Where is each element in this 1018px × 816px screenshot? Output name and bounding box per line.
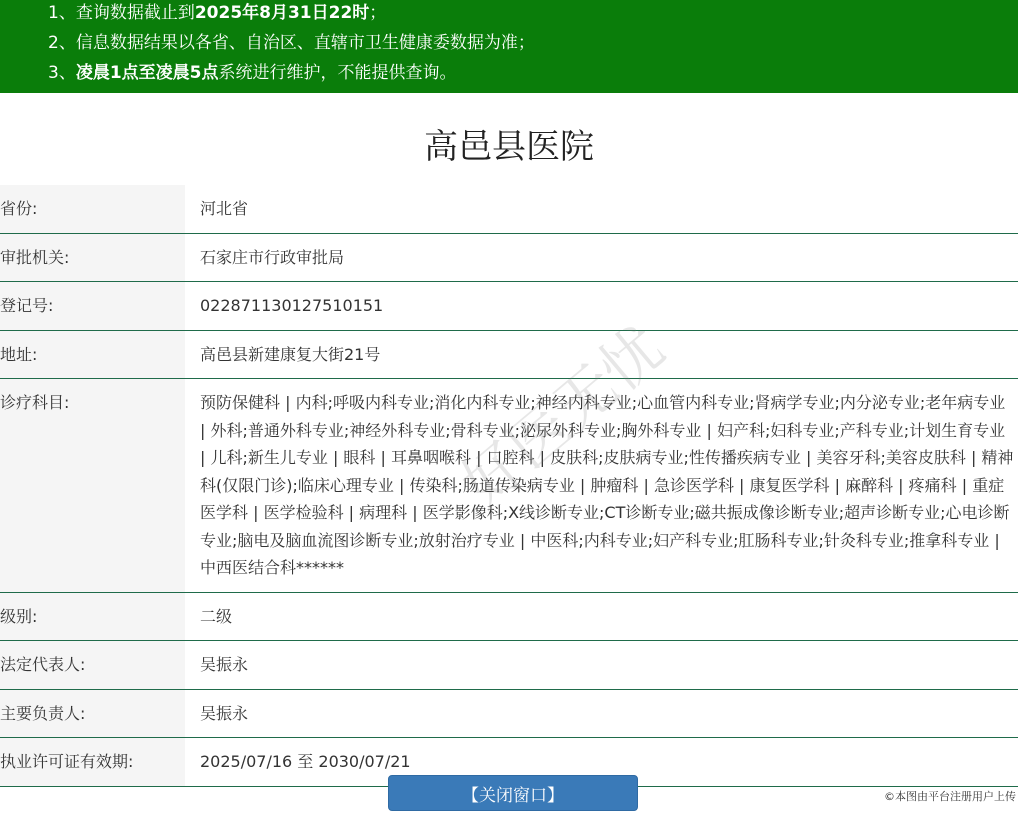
notice-line-1 xyxy=(48,0,1018,30)
table-row xyxy=(0,592,1018,641)
notice-text: 系统进行维护，不能提供查询。 xyxy=(218,63,457,83)
table-row xyxy=(0,689,1018,738)
row-value: 2025/07/16 至 2030/07/21 xyxy=(185,738,1018,787)
row-value: 022871130127510151 xyxy=(185,282,1018,331)
row-value: 吴振永 xyxy=(185,641,1018,690)
watermark: 好医无忧 xyxy=(448,312,678,521)
table-row xyxy=(0,641,1018,690)
page-title: 高邑县医院 xyxy=(424,127,594,167)
row-label: 省份: xyxy=(0,185,185,233)
row-value: 预防保健科 | 内科;呼吸内科专业;消化内科专业;神经内科专业;心血管内科专业;肾病学专业;内分泌专业;老年病专业 | 外科;普通外科专业;神经外科专业;骨科专业;泌尿外科专业;胸外科专业 | 妇产科;妇科专业;产科专业;计划生育专业 | 儿科;新生儿专业 | 眼科 | 耳鼻咽喉科 | 口腔科 | 皮肤科;皮肤病专业;性传播疾病专业 | 美容牙科;美容皮肤科 | 精神科(仅限门诊);临床心理专业 | 传染科;肠道传染病专业 | 肿瘤科 | 急诊医学科 | 康复医学科 | 麻醉科 | 疼痛科 | 重症医学科 | 医学检验科 | 病理科 | 医学影像科;X线诊断专业;CT诊断专业;磁共振成像诊断专业;超声诊断专业;心电诊断专业;脑电及脑血流图诊断专业;放射治疗专业 | 中医科;内科专业;妇产科专业;肛肠科专业;针灸科专业;推拿科专业 | 中西医结合科****** xyxy=(185,379,1018,593)
row-label: 执业许可证有效期: xyxy=(0,738,185,787)
table-row xyxy=(0,330,1018,379)
row-value: 河北省 xyxy=(185,185,1018,233)
notice-text: 1、查询数据截止到 xyxy=(48,3,195,23)
row-label: 级别: xyxy=(0,592,185,641)
table-row xyxy=(0,282,1018,331)
row-label: 审批机关: xyxy=(0,233,185,282)
table-row xyxy=(0,379,1018,593)
row-value: 高邑县新建康复大街21号 xyxy=(185,330,1018,379)
row-value: 石家庄市行政审批局 xyxy=(185,233,1018,282)
row-value: 二级 xyxy=(185,592,1018,641)
upload-credit: ©本图由平台注册用户上传 xyxy=(884,790,1016,803)
table-row xyxy=(0,233,1018,282)
row-label: 地址: xyxy=(0,330,185,379)
row-value: 吴振永 xyxy=(185,689,1018,738)
row-label: 法定代表人: xyxy=(0,641,185,690)
notice-bold-text: 凌晨1点至凌晨5点 xyxy=(75,63,219,83)
hospital-info-table xyxy=(0,185,1018,787)
table-row xyxy=(0,185,1018,233)
close-window-button[interactable]: 【关闭窗口】 xyxy=(388,775,638,811)
notice-text: 3、 xyxy=(48,63,76,83)
details-scroll-area[interactable] xyxy=(0,185,1018,771)
row-label: 主要负责人: xyxy=(0,689,185,738)
notice-text: ； xyxy=(369,3,387,23)
notice-banner xyxy=(0,0,1018,93)
row-label: 登记号: xyxy=(0,282,185,331)
row-label: 诊疗科目: xyxy=(0,379,185,593)
notice-line-2 xyxy=(48,30,1018,60)
notice-line-3 xyxy=(48,60,1018,90)
notice-bold-text: 2025年8月31日22时 xyxy=(194,3,370,23)
notice-text: 2、信息数据结果以各省、自治区、直辖市卫生健康委数据为准； xyxy=(48,33,535,53)
